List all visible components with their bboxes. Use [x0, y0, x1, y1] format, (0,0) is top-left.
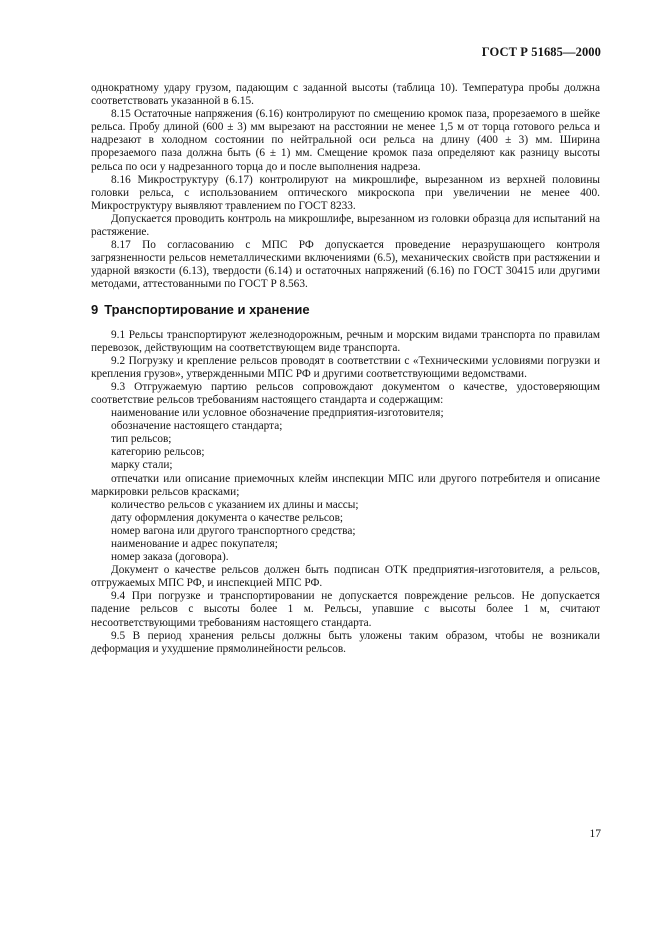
paragraph-l9: номер вагона или другого транспортного средства; — [111, 524, 356, 537]
paragraphs-before-section — [91, 82, 600, 292]
paragraph-p93: 9.3 Отгружаемую партию рельсов сопровождают документом о качестве, удостоверяющим соответствие рельсов требованиям настоящего стандарта и содержащим: — [91, 380, 600, 406]
paragraph-l8: дату оформления документа о качестве рельсов; — [111, 511, 344, 524]
section-title: Транспортирование и хранение — [104, 301, 310, 317]
paragraph-l1: наименование или условное обозначение предприятия-изготовителя; — [111, 407, 444, 420]
paragraph-p0: однократному удару грузом, падающим с заданной высоты (таблица 10). Температура пробы должна соответствовать указанной в 6.15. — [91, 82, 600, 108]
document-code-header: ГОСТ Р 51685—2000 — [481, 45, 601, 59]
paragraph-p92: 9.2 Погрузку и крепление рельсов проводят в соответствии с «Техническими условиями погрузки и крепления грузов», утвержденными МПС РФ и другими соответствующими ведомствами. — [91, 354, 600, 380]
section-heading — [91, 302, 600, 318]
paragraph-p817: 8.17 По согласованию с МПС РФ допускается проведение неразрушающего контроля загрязненности рельсов неметаллическими включениями (6.5), механических свойств при растяжении и ударной вязкости (6.13), твердости (6.14) и остаточных напряжений (6.16) по ГОСТ 30415 или другими методами, аттестованными по ГОСТ Р 8.563. — [91, 239, 600, 291]
paragraph-l6: отпечатки или описание приемочных клейм инспекции МПС или другого потребителя и описание маркировки рельсов красками; — [91, 472, 600, 498]
paragraph-p91: 9.1 Рельсы транспортируют железнодорожным, речным и морским видами транспорта по правилам перевозок, действующим на соответствующем виде транспорта. — [91, 328, 600, 354]
paragraph-p816b: Допускается проводить контроль на микрошлифе, вырезанном из головки образца для испытаний на растяжение. — [91, 212, 600, 239]
paragraph-p95: 9.5 В период хранения рельсы должны быть уложены таким образом, чтобы не возникали деформация и ухудшение прямолинейности рельсов. — [91, 629, 600, 655]
paragraph-l5: марку стали; — [111, 459, 173, 472]
paragraphs-after-section — [91, 329, 600, 656]
paragraph-p94: 9.4 При погрузке и транспортировании не допускается повреждение рельсов. Не допускается падение рельсов с высоты более 1 м. Рельсы, упавшие с высоты более 1 м, считают несоответствующими требованиям настоящего стандарта. — [91, 590, 600, 629]
paragraph-p93b: Документ о качестве рельсов должен быть подписан ОТК предприятия-изготовителя, а рельсов, отгружаемых МПС РФ, и инспекцией МПС РФ. — [91, 564, 600, 590]
paragraph-l7: количество рельсов с указанием их длины и массы; — [111, 498, 359, 511]
page-number: 17 — [589, 828, 601, 840]
paragraph-p816: 8.16 Микроструктуру (6.17) контролируют на микрошлифе, вырезанном из верхней половины головки рельса, с использованием оптического микроскопа при увеличении не менее 400. Микроструктуру выявляют травлением по ГОСТ 8233. — [91, 173, 600, 212]
paragraph-l11: номер заказа (договора). — [111, 551, 229, 564]
paragraph-p815: 8.15 Остаточные напряжения (6.16) контролируют по смещению кромок паза, прорезаемого в шейке рельса. Пробу длиной (600 ± 3) мм вырезают на расстоянии не менее 1,5 м от торца готового рельса и надрезают в холодном состоянии по нейтральной оси рельса на длину (400 ± 3) мм. Ширина прорезаемого паза должна быть (6 ± 1) мм. Смещение кромок паза определяют как разницу высоты рельса по оси у надрезанного торца до и после выполнения надреза. — [91, 108, 600, 173]
paragraph-l10: наименование и адрес покупателя; — [111, 538, 278, 550]
body-text — [91, 82, 600, 656]
paragraph-l2: обозначение настоящего стандарта; — [111, 420, 283, 433]
paragraph-l3: тип рельсов; — [111, 433, 172, 446]
paragraph-l4: категорию рельсов; — [111, 446, 205, 459]
section-number: 9 — [91, 301, 99, 317]
